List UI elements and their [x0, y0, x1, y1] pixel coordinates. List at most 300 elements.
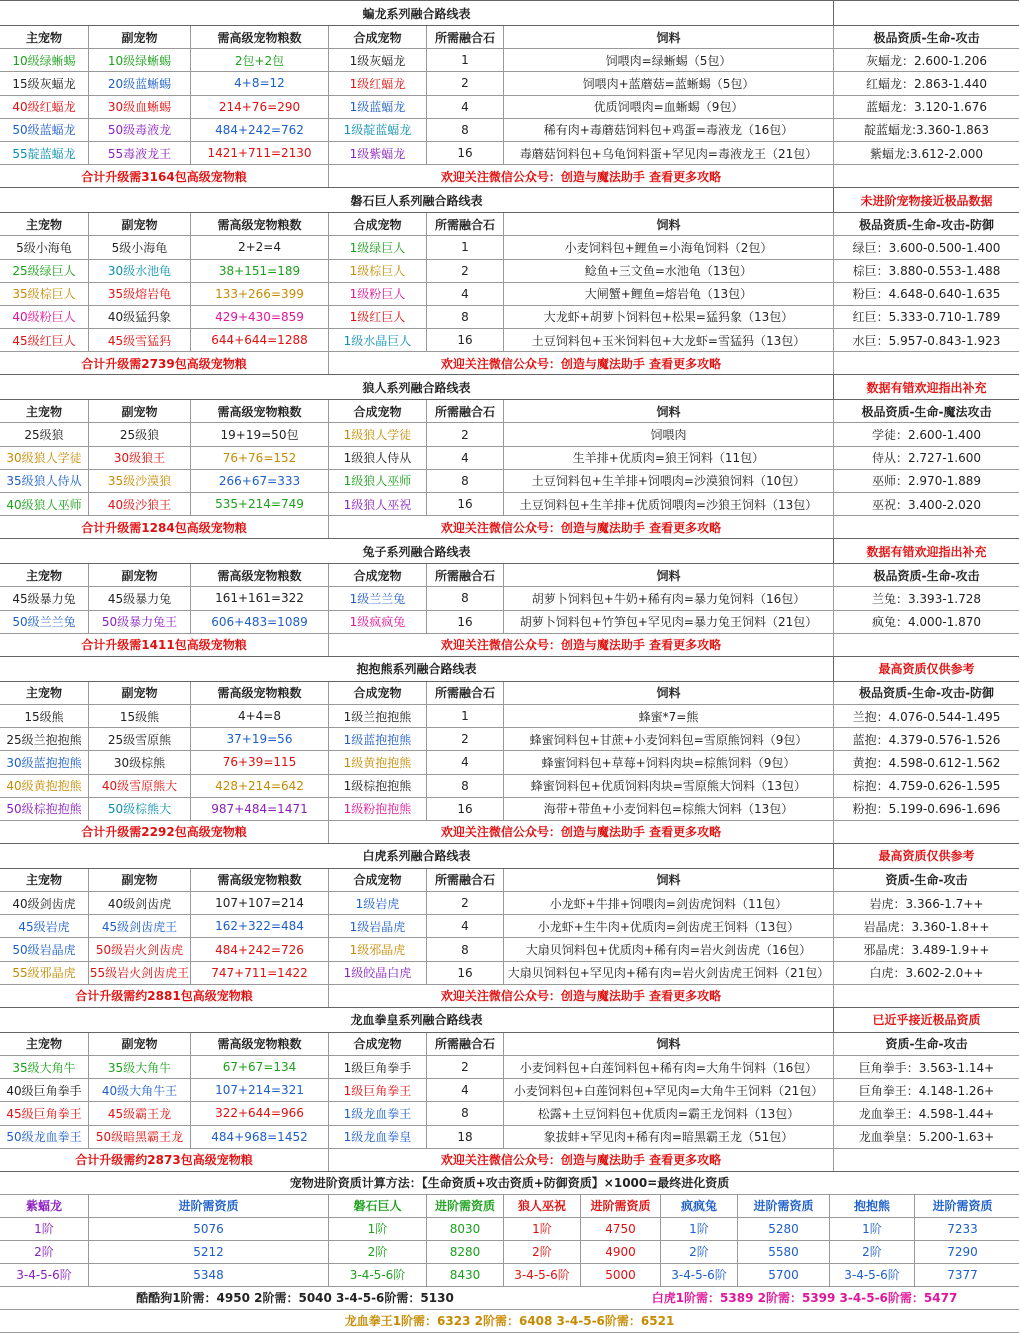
table-cell: 30级狼人学徒 [0, 447, 89, 469]
table-cell: 55级岩火剑齿虎王 [89, 962, 191, 984]
table-cell: 1级邪晶虎 [329, 938, 427, 960]
table-cell: 25级狼 [0, 423, 89, 445]
table-cell: 灰蝠龙：2.600-1.206 [865, 53, 988, 68]
table-cell: 兰抱：4.076-0.544-1.495 [852, 709, 1001, 724]
route-section [0, 844, 1019, 1008]
table-cell: 55毒液龙王 [89, 142, 191, 164]
section-title-row [0, 1008, 1019, 1033]
column-header: 合成宠物 [329, 564, 427, 586]
table-cell: 1级狼人学徒 [329, 423, 427, 445]
column-header: 饲料 [504, 869, 834, 891]
growth-header: 进阶需资质 [427, 1195, 504, 1217]
column-header: 需高级宠物粮数 [191, 213, 329, 235]
table-cell: 蜂蜜*7=熊 [504, 705, 834, 727]
table-cell: 2+2=4 [191, 236, 329, 258]
table-cell: 45级巨角拳王 [0, 1102, 89, 1124]
summary-extra [834, 516, 1019, 538]
baihu-requirement: 白虎1阶需：5389 2阶需：5399 3-4-5-6阶需：5477 [651, 1291, 958, 1306]
table-cell: 76+39=115 [191, 751, 329, 773]
table-cell: 饲喂肉+蓝蘑菇=蓝蜥蜴（5包） [504, 72, 834, 94]
growth-cell: 2阶 [661, 1241, 738, 1263]
growth-cell: 3-4-5-6阶 [504, 1264, 581, 1286]
table-cell: 40级狼人巫师 [0, 493, 89, 515]
table-cell: 1级兰兰兔 [329, 587, 427, 609]
table-cell: 76+76=152 [191, 447, 329, 469]
table-cell: 40级大角牛王 [89, 1079, 191, 1101]
column-header: 极品资质-生命-攻击-防御 [859, 217, 994, 232]
column-header: 主宠物 [0, 213, 89, 235]
header-row [0, 400, 1019, 423]
table-cell: 50级暴力兔王 [89, 611, 191, 633]
column-header: 主宠物 [0, 682, 89, 704]
table-cell: 40级猛犸象 [89, 306, 191, 328]
column-header: 合成宠物 [329, 1033, 427, 1055]
growth-cell: 2阶 [504, 1241, 581, 1263]
section-title: 蝙龙系列融合路线表 [0, 1, 834, 25]
column-header: 所需融合石 [427, 869, 504, 891]
table-cell: 16 [427, 329, 504, 351]
table-cell: 水巨：5.957-0.843-1.923 [852, 333, 1001, 348]
column-header: 资质-生命-攻击 [885, 873, 968, 888]
section-title: 狼人系列融合路线表 [0, 375, 834, 399]
footer-row [0, 1287, 1019, 1310]
table-cell: 2包+2包 [191, 49, 329, 71]
column-header: 极品资质-生命-攻击-防御 [859, 686, 994, 701]
growth-cell: 2阶 [0, 1241, 89, 1263]
table-cell: 8 [427, 587, 504, 609]
table-cell: 484+968=1452 [191, 1126, 329, 1148]
table-cell: 1级狼人巫祝 [329, 493, 427, 515]
table-cell: 214+76=290 [191, 96, 329, 118]
growth-cell: 5348 [89, 1264, 329, 1286]
table-cell: 1421+711=2130 [191, 142, 329, 164]
table-cell: 棕抱：4.759-0.626-1.595 [852, 779, 1001, 794]
growth-cell: 1阶 [504, 1218, 581, 1240]
table-row [0, 96, 1019, 119]
summary-row [0, 985, 1019, 1008]
table-cell: 象拔蚌+罕见肉+稀有肉=暗黑霸王龙（51包） [504, 1126, 834, 1148]
table-row [0, 962, 1019, 985]
table-cell: 稀有肉+毒蘑菇饲料包+鸡蛋=毒液龙（16包） [504, 119, 834, 141]
table-cell: 20级蓝蜥蜴 [89, 72, 191, 94]
table-cell: 25级兰抱抱熊 [0, 728, 89, 750]
table-cell: 土豆饲料包+生羊排+优质饲喂肉=沙狼王饲料（13包） [504, 493, 834, 515]
table-cell: 133+266=399 [191, 283, 329, 305]
section-title: 抱抱熊系列融合路线表 [0, 657, 834, 681]
table-cell: 1级蓝蝠龙 [329, 96, 427, 118]
growth-cell: 7377 [947, 1267, 978, 1282]
table-cell: 胡萝卜饲料包+竹笋包+罕见肉=暴力兔王饲料（21包） [504, 611, 834, 633]
table-cell: 55靛蓝蝠龙 [0, 142, 89, 164]
table-cell: 岩晶虎：3.360-1.8++ [863, 919, 990, 934]
table-cell: 1 [427, 236, 504, 258]
table-cell: 25级狼 [89, 423, 191, 445]
column-header: 合成宠物 [329, 26, 427, 48]
growth-header: 磐石巨人 [329, 1195, 427, 1217]
table-cell: 小龙虾+牛排+饲喂肉=剑齿虎饲料（11包） [504, 892, 834, 914]
table-cell: 1级粉巨人 [329, 283, 427, 305]
table-row [0, 1056, 1019, 1079]
table-cell: 1级巨角拳王 [329, 1079, 427, 1101]
wechat-ad: 欢迎关注微信公众号：创造与魔法助手 查看更多攻略 [329, 821, 834, 843]
table-cell: 1级紫蝠龙 [329, 142, 427, 164]
table-cell: 土豆饲料包+玉米饲料包+大龙虾=雪猛犸（13包） [504, 329, 834, 351]
table-cell: 45级雪猛犸 [89, 329, 191, 351]
table-cell: 429+430=859 [191, 306, 329, 328]
section-title-row [0, 844, 1019, 869]
header-row [0, 1033, 1019, 1056]
growth-header: 疯疯兔 [661, 1195, 738, 1217]
table-cell: 45级霸王龙 [89, 1102, 191, 1124]
table-cell: 30级蓝抱抱熊 [0, 751, 89, 773]
table-cell: 535+214=749 [191, 493, 329, 515]
table-cell: 1级绿巨人 [329, 236, 427, 258]
summary-extra [834, 352, 1019, 374]
table-cell: 2 [427, 1056, 504, 1078]
section-note: 数据有错欢迎指出补充 [866, 380, 987, 395]
table-cell: 粉巨：4.648-0.640-1.635 [852, 287, 1001, 302]
growth-cell: 4750 [581, 1218, 661, 1240]
table-cell: 4 [427, 283, 504, 305]
table-cell: 大龙虾+胡萝卜饲料包+松果=猛犸象（13包） [504, 306, 834, 328]
growth-cell: 1阶 [661, 1218, 738, 1240]
table-cell: 1级黄抱抱熊 [329, 751, 427, 773]
longxue-requirement: 龙血拳王1阶需：6323 2阶需：6408 3-4-5-6阶需：6521 [0, 1310, 1019, 1333]
growth-cell: 5000 [581, 1264, 661, 1286]
column-header: 主宠物 [0, 869, 89, 891]
table-cell: 粉抱：5.199-0.696-1.696 [852, 802, 1001, 817]
table-cell: 2 [427, 892, 504, 914]
table-cell: 107+107=214 [191, 892, 329, 914]
table-cell: 8 [427, 119, 504, 141]
wechat-ad: 欢迎关注微信公众号：创造与魔法助手 查看更多攻略 [329, 516, 834, 538]
table-cell: 1级狼人侍从 [329, 447, 427, 469]
table-cell: 1级靛蓝蝠龙 [329, 119, 427, 141]
growth-cell: 5580 [738, 1241, 830, 1263]
table-cell: 龙血拳皇：5.200-1.63+ [858, 1130, 995, 1145]
table-row [0, 493, 1019, 516]
total-feed: 合计升级需3164包高级宠物粮 [0, 165, 329, 187]
table-row [0, 587, 1019, 610]
table-cell: 蜂蜜饲料包+草莓+饲料肉块=棕熊饲料（9包） [504, 751, 834, 773]
table-cell: 40级黄抱抱熊 [0, 775, 89, 797]
column-header: 需高级宠物粮数 [191, 26, 329, 48]
table-cell: 优质饲喂肉=血蜥蜴（9包） [504, 96, 834, 118]
table-cell: 45级剑齿虎王 [89, 915, 191, 937]
wechat-ad: 欢迎关注微信公众号：创造与魔法助手 查看更多攻略 [329, 1149, 834, 1171]
table-cell: 15级灰蝠龙 [0, 72, 89, 94]
table-cell: 35级狼人侍从 [0, 470, 89, 492]
table-row [0, 236, 1019, 259]
table-cell: 1级兰抱抱熊 [329, 705, 427, 727]
table-cell: 2 [427, 423, 504, 445]
total-feed: 合计升级需1411包高级宠物粮 [0, 634, 329, 656]
table-cell: 巨角拳王：4.148-1.26+ [858, 1083, 995, 1098]
header-row [0, 213, 1019, 236]
column-header: 合成宠物 [329, 400, 427, 422]
column-header: 所需融合石 [427, 1033, 504, 1055]
table-cell: 107+214=321 [191, 1079, 329, 1101]
table-cell: 4 [427, 751, 504, 773]
total-feed: 合计升级需约2881包高级宠物粮 [0, 985, 329, 1007]
table-cell: 67+67=134 [191, 1056, 329, 1078]
header-row [0, 869, 1019, 892]
column-header: 极品资质-生命-攻击 [873, 568, 980, 583]
table-cell: 红巨：5.333-0.710-1.789 [852, 310, 1001, 325]
table-cell: 40级粉巨人 [0, 306, 89, 328]
table-cell: 1级巨角拳手 [329, 1056, 427, 1078]
table-cell: 161+161=322 [191, 587, 329, 609]
column-header: 饲料 [504, 213, 834, 235]
table-cell: 25级绿巨人 [0, 260, 89, 282]
total-feed: 合计升级需1284包高级宠物粮 [0, 516, 329, 538]
total-feed: 合计升级需2739包高级宠物粮 [0, 352, 329, 374]
table-cell: 侍从：2.727-1.600 [871, 451, 982, 466]
table-cell: 1级红巨人 [329, 306, 427, 328]
route-section [0, 0, 1019, 188]
table-row [0, 705, 1019, 728]
table-cell: 4+8=12 [191, 72, 329, 94]
table-cell: 322+644=966 [191, 1102, 329, 1124]
table-row [0, 1126, 1019, 1149]
column-header: 资质-生命-攻击 [885, 1037, 968, 1052]
table-cell: 30级水池龟 [89, 260, 191, 282]
table-cell: 1级粉抱抱熊 [329, 798, 427, 820]
column-header: 饲料 [504, 400, 834, 422]
table-cell: 巫祝：3.400-2.020 [871, 497, 982, 512]
table-cell: 1级龙血拳皇 [329, 1126, 427, 1148]
table-cell: 40级雪原熊大 [89, 775, 191, 797]
growth-header: 紫蝠龙 [0, 1195, 89, 1217]
section-title-row [0, 539, 1019, 564]
growth-cell: 7233 [947, 1221, 978, 1236]
table-row [0, 915, 1019, 938]
table-cell: 黄抱：4.598-0.612-1.562 [852, 755, 1001, 770]
table-cell: 8 [427, 1102, 504, 1124]
column-header: 合成宠物 [329, 682, 427, 704]
table-cell: 巨角拳手：3.563-1.14+ [858, 1060, 995, 1075]
summary-row [0, 634, 1019, 657]
growth-cell: 1阶 [329, 1218, 427, 1240]
wechat-ad: 欢迎关注微信公众号：创造与魔法助手 查看更多攻略 [329, 352, 834, 374]
table-cell: 1级蓝抱抱熊 [329, 728, 427, 750]
table-cell: 35级沙漠狼 [89, 470, 191, 492]
column-header: 需高级宠物粮数 [191, 869, 329, 891]
table-cell: 45级岩虎 [0, 915, 89, 937]
table-row [0, 306, 1019, 329]
table-cell: 毒蘑菇饲料包+乌龟饲料蛋+罕见肉=毒液龙王（21包） [504, 142, 834, 164]
header-row [0, 682, 1019, 705]
table-cell: 45级暴力兔 [0, 587, 89, 609]
column-header: 需高级宠物粮数 [191, 400, 329, 422]
table-row [0, 1079, 1019, 1102]
table-cell: 松露+土豆饲料包+优质肉=霸王龙饲料（13包） [504, 1102, 834, 1124]
growth-header: 进阶需资质 [738, 1195, 830, 1217]
table-cell: 饲喂肉 [504, 423, 834, 445]
table-cell: 484+242=762 [191, 119, 329, 141]
table-row [0, 1102, 1019, 1125]
table-cell: 疯兔：4.000-1.870 [871, 615, 982, 630]
table-cell: 40级沙狼王 [89, 493, 191, 515]
wechat-ad: 欢迎关注微信公众号：创造与魔法助手 查看更多攻略 [329, 634, 834, 656]
table-cell: 30级棕熊 [89, 751, 191, 773]
total-feed: 合计升级需约2873包高级宠物粮 [0, 1149, 329, 1171]
summary-row [0, 165, 1019, 188]
growth-cell: 5700 [738, 1264, 830, 1286]
growth-row [0, 1218, 1019, 1241]
column-header: 所需融合石 [427, 213, 504, 235]
table-cell: 小麦饲料包+白莲饲料包+稀有肉=大角牛饲料（16包） [504, 1056, 834, 1078]
table-cell: 16 [427, 493, 504, 515]
column-header: 合成宠物 [329, 869, 427, 891]
table-cell: 紫蝠龙:3.612-2.000 [869, 146, 984, 161]
table-cell: 5级小海龟 [89, 236, 191, 258]
summary-row [0, 516, 1019, 539]
growth-cell: 1阶 [0, 1218, 89, 1240]
table-cell: 2 [427, 728, 504, 750]
table-cell: 邪晶虎：3.489-1.9++ [863, 943, 990, 958]
section-note [834, 1, 1019, 25]
column-header: 所需融合石 [427, 26, 504, 48]
column-header: 主宠物 [0, 400, 89, 422]
table-cell: 蜂蜜饲料包+甘蔗+小麦饲料包=雪原熊饲料（9包） [504, 728, 834, 750]
table-cell: 50级棕抱抱熊 [0, 798, 89, 820]
route-section [0, 188, 1019, 375]
wechat-ad: 欢迎关注微信公众号：创造与魔法助手 查看更多攻略 [329, 165, 834, 187]
total-feed: 合计升级需2292包高级宠物粮 [0, 821, 329, 843]
section-title-row [0, 188, 1019, 213]
growth-cell: 3-4-5-6阶 [0, 1264, 89, 1286]
summary-row [0, 821, 1019, 844]
table-cell: 50级棕熊大 [89, 798, 191, 820]
table-cell: 644+644=1288 [191, 329, 329, 351]
table-cell: 35级棕巨人 [0, 283, 89, 305]
column-header: 饲料 [504, 1033, 834, 1055]
table-cell: 鲶鱼+三文鱼=水池龟（13包） [504, 260, 834, 282]
summary-extra [834, 634, 1019, 656]
growth-cell: 4900 [581, 1241, 661, 1263]
table-cell: 19+19=50包 [191, 423, 329, 445]
growth-cell: 3-4-5-6阶 [329, 1264, 427, 1286]
summary-extra [834, 165, 1019, 187]
table-cell: 10级绿蜥蜴 [89, 49, 191, 71]
section-title: 兔子系列融合路线表 [0, 539, 834, 563]
table-cell: 1级皎晶白虎 [329, 962, 427, 984]
table-cell: 50级岩火剑齿虎 [89, 938, 191, 960]
table-cell: 428+214=642 [191, 775, 329, 797]
column-header: 饲料 [504, 682, 834, 704]
growth-cell: 7290 [947, 1244, 978, 1259]
column-header: 合成宠物 [329, 213, 427, 235]
table-cell: 4+4=8 [191, 705, 329, 727]
table-cell: 2 [427, 72, 504, 94]
table-row [0, 470, 1019, 493]
table-cell: 巫师：2.970-1.889 [871, 474, 982, 489]
table-cell: 5级小海龟 [0, 236, 89, 258]
table-row [0, 892, 1019, 915]
table-cell: 35级熔岩龟 [89, 283, 191, 305]
column-header: 极品资质-生命-魔法攻击 [861, 404, 992, 419]
table-cell: 50级兰兰兔 [0, 611, 89, 633]
section-note: 数据有错欢迎指出补充 [866, 544, 987, 559]
kuku-requirement: 酷酷狗1阶需：4950 2阶需：5040 3-4-5-6阶需：5130 [136, 1291, 454, 1306]
table-cell: 胡萝卜饲料包+牛奶+稀有肉=暴力兔饲料（16包） [504, 587, 834, 609]
table-cell: 岩虎：3.366-1.7++ [869, 896, 984, 911]
column-header: 所需融合石 [427, 682, 504, 704]
table-cell: 1 [427, 49, 504, 71]
column-header: 副宠物 [89, 26, 191, 48]
table-cell: 35级大角牛 [89, 1056, 191, 1078]
column-header: 需高级宠物粮数 [191, 682, 329, 704]
table-cell: 海带+带鱼+小麦饲料包=棕熊大饲料（13包） [504, 798, 834, 820]
formula-line: 宠物进阶资质计算方法：【生命资质+攻击资质+防御资质】×1000=最终进化资质 [0, 1172, 1019, 1195]
growth-row [0, 1241, 1019, 1264]
table-cell: 蓝抱：4.379-0.576-1.526 [852, 732, 1001, 747]
growth-header-row [0, 1195, 1019, 1218]
table-cell: 8 [427, 938, 504, 960]
table-cell: 25级雪原熊 [89, 728, 191, 750]
table-cell: 兰兔：3.393-1.728 [871, 591, 982, 606]
table-cell: 小麦饲料包+白莲饲料包+罕见肉=大角牛王饲料（21包） [504, 1079, 834, 1101]
table-cell: 30级血蜥蜴 [89, 96, 191, 118]
column-header: 所需融合石 [427, 564, 504, 586]
column-header: 主宠物 [0, 564, 89, 586]
table-cell: 蓝蝠龙：3.120-1.676 [865, 100, 988, 115]
route-section [0, 1008, 1019, 1172]
table-row [0, 119, 1019, 142]
column-header: 饲料 [504, 26, 834, 48]
table-cell: 1级疯疯兔 [329, 611, 427, 633]
column-header: 副宠物 [89, 1033, 191, 1055]
table-row [0, 423, 1019, 446]
table-cell: 1级红蝠龙 [329, 72, 427, 94]
column-header: 需高级宠物粮数 [191, 1033, 329, 1055]
table-cell: 15级熊 [89, 705, 191, 727]
section-title-row [0, 1, 1019, 26]
table-cell: 37+19=56 [191, 728, 329, 750]
table-row [0, 329, 1019, 352]
table-cell: 1级岩虎 [329, 892, 427, 914]
table-row [0, 142, 1019, 165]
table-cell: 学徒：2.600-1.400 [871, 428, 982, 443]
section-note: 已近乎接近极品资质 [872, 1013, 981, 1028]
table-cell: 8 [427, 470, 504, 492]
table-cell: 4 [427, 915, 504, 937]
table-cell: 40级巨角拳手 [0, 1079, 89, 1101]
table-cell: 747+711=1422 [191, 962, 329, 984]
growth-cell: 8280 [427, 1241, 504, 1263]
section-note: 未进阶宠物接近极品数据 [860, 193, 993, 208]
table-cell: 16 [427, 611, 504, 633]
table-cell: 红蝠龙：2.863-1.440 [865, 76, 988, 91]
table-cell: 18 [427, 1126, 504, 1148]
growth-header: 狼人巫祝 [504, 1195, 581, 1217]
table-cell: 4 [427, 96, 504, 118]
growth-cell: 2阶 [830, 1241, 915, 1263]
table-cell: 266+67=333 [191, 470, 329, 492]
growth-cell: 2阶 [329, 1241, 427, 1263]
table-cell: 16 [427, 142, 504, 164]
table-cell: 大扇贝饲料包+罕见肉+稀有肉=岩火剑齿虎王饲料（21包） [504, 962, 834, 984]
route-section [0, 375, 1019, 539]
growth-header: 进阶需资质 [932, 1199, 993, 1214]
table-cell: 10级绿蜥蜴 [0, 49, 89, 71]
table-cell: 40级剑齿虎 [0, 892, 89, 914]
column-header: 副宠物 [89, 564, 191, 586]
section-title: 磐石巨人系列融合路线表 [0, 188, 834, 212]
header-row [0, 564, 1019, 587]
table-cell: 土豆饲料包+生羊排+饲喂肉=沙漠狼饲料（10包） [504, 470, 834, 492]
